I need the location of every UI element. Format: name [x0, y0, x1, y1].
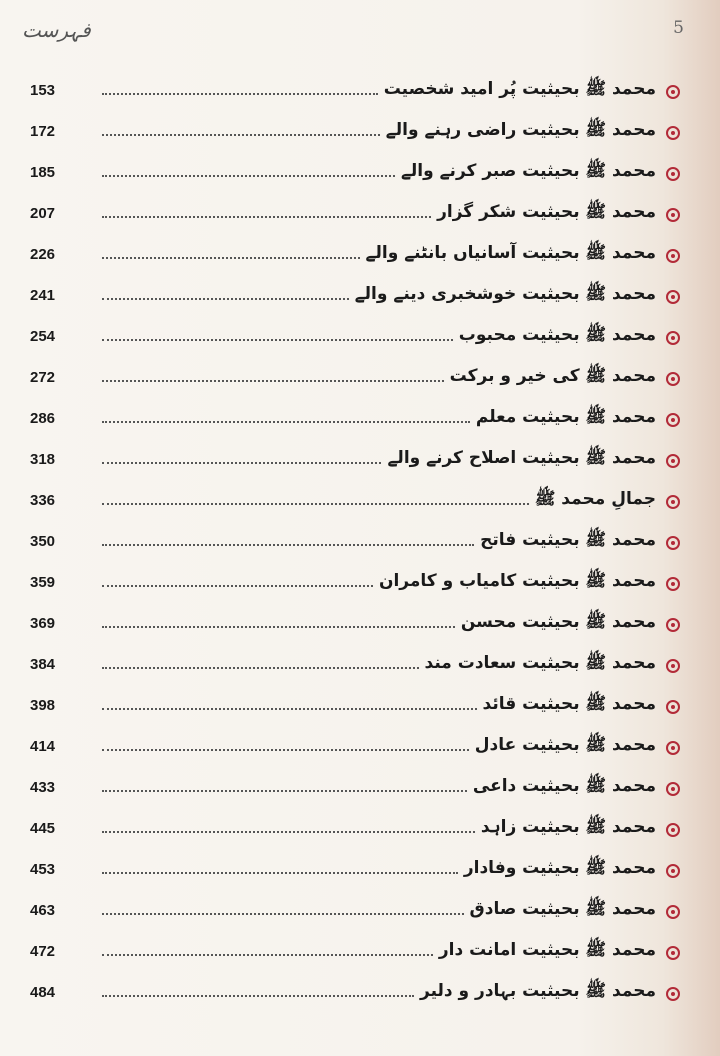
toc-entry[interactable] — [24, 353, 680, 394]
dot-leader — [102, 380, 444, 382]
toc-entry[interactable] — [24, 927, 680, 968]
circle-bullet-icon — [666, 167, 680, 181]
toc-page-number: 384 — [30, 656, 56, 673]
toc-page-number: 414 — [30, 738, 56, 755]
toc-page-number: 433 — [30, 779, 56, 796]
dot-leader — [102, 421, 470, 423]
toc-title: محمد ﷺ بحیثیت شکر گزار — [437, 202, 656, 222]
circle-bullet-icon — [666, 495, 680, 509]
circle-bullet-icon — [666, 372, 680, 386]
toc-page-number: 350 — [30, 533, 56, 550]
toc-title: محمد ﷺ بحیثیت زاہد — [480, 817, 656, 837]
dot-leader — [102, 954, 433, 956]
dot-leader — [102, 831, 475, 833]
dot-leader — [102, 257, 360, 259]
circle-bullet-icon — [666, 659, 680, 673]
dot-leader — [102, 626, 455, 628]
dot-leader — [102, 749, 469, 751]
toc-title: محمد ﷺ بحیثیت کامیاب و کامران — [378, 571, 656, 591]
toc-title: محمد ﷺ بحیثیت صادق — [469, 899, 656, 919]
circle-bullet-icon — [666, 290, 680, 304]
circle-bullet-icon — [666, 208, 680, 222]
toc-page-number: 463 — [30, 902, 56, 919]
toc-title: محمد ﷺ بحیثیت خوشخبری دینے والے — [354, 284, 656, 304]
circle-bullet-icon — [666, 536, 680, 550]
toc-title: جمالِ محمد ﷺ — [534, 489, 656, 509]
circle-bullet-icon — [666, 946, 680, 960]
dot-leader — [102, 339, 453, 341]
dot-leader — [102, 667, 419, 669]
dot-leader — [102, 216, 431, 218]
toc-entry[interactable] — [24, 66, 680, 107]
toc-page-number: 241 — [30, 287, 56, 304]
circle-bullet-icon — [666, 700, 680, 714]
toc-entry[interactable] — [24, 763, 680, 804]
toc-page-number: 472 — [30, 943, 56, 960]
dot-leader — [102, 503, 529, 505]
page-header-title: فہرست — [22, 18, 91, 42]
toc-page-number: 172 — [30, 123, 56, 140]
toc-page-number: 453 — [30, 861, 56, 878]
circle-bullet-icon — [666, 864, 680, 878]
circle-bullet-icon — [666, 782, 680, 796]
dot-leader — [102, 544, 474, 546]
toc-entry[interactable] — [24, 476, 680, 517]
circle-bullet-icon — [666, 905, 680, 919]
toc-entry[interactable] — [24, 681, 680, 722]
toc-title: محمد ﷺ بحیثیت داعی — [472, 776, 656, 796]
toc-entry[interactable] — [24, 517, 680, 558]
toc-page-number: 359 — [30, 574, 56, 591]
toc-page-number: 318 — [30, 451, 56, 468]
toc-entry[interactable] — [24, 312, 680, 353]
toc-page-number: 369 — [30, 615, 56, 632]
toc-entry[interactable] — [24, 886, 680, 927]
circle-bullet-icon — [666, 741, 680, 755]
toc-title: محمد ﷺ بحیثیت عادل — [474, 735, 656, 755]
dot-leader — [102, 175, 395, 177]
toc-title: محمد ﷺ بحیثیت پُر امید شخصیت — [383, 79, 656, 99]
circle-bullet-icon — [666, 823, 680, 837]
toc-entry[interactable] — [24, 640, 680, 681]
toc-title: محمد ﷺ بحیثیت آسانیاں بانٹنے والے — [365, 243, 656, 263]
toc-title: محمد ﷺ بحیثیت محسن — [460, 612, 656, 632]
toc-entry[interactable] — [24, 230, 680, 271]
dot-leader — [102, 93, 378, 95]
toc-page-number: 484 — [30, 984, 56, 1001]
circle-bullet-icon — [666, 126, 680, 140]
toc-page-number: 336 — [30, 492, 56, 509]
toc-entry[interactable] — [24, 435, 680, 476]
toc-entry[interactable] — [24, 148, 680, 189]
toc-entry[interactable] — [24, 394, 680, 435]
toc-page-number: 153 — [30, 82, 56, 99]
toc-title: محمد ﷺ بحیثیت فاتح — [480, 530, 656, 550]
dot-leader — [102, 462, 381, 464]
dot-leader — [102, 913, 464, 915]
toc-page-number: 272 — [30, 369, 56, 386]
toc-entry[interactable] — [24, 599, 680, 640]
table-of-contents — [24, 66, 680, 1009]
toc-entry[interactable] — [24, 189, 680, 230]
toc-title: محمد ﷺ بحیثیت قائد — [482, 694, 656, 714]
toc-title: محمد ﷺ بحیثیت صبر کرنے والے — [400, 161, 656, 181]
circle-bullet-icon — [666, 577, 680, 591]
toc-entry[interactable] — [24, 804, 680, 845]
toc-title: محمد ﷺ بحیثیت امانت دار — [438, 940, 656, 960]
toc-entry[interactable] — [24, 968, 680, 1009]
dot-leader — [102, 298, 349, 300]
toc-entry[interactable] — [24, 107, 680, 148]
toc-page-number: 207 — [30, 205, 56, 222]
toc-page-number: 286 — [30, 410, 56, 427]
circle-bullet-icon — [666, 331, 680, 345]
toc-page-number: 254 — [30, 328, 56, 345]
dot-leader — [102, 790, 467, 792]
toc-entry[interactable] — [24, 558, 680, 599]
toc-page-number: 445 — [30, 820, 56, 837]
toc-title: محمد ﷺ کی خیر و برکت — [449, 366, 656, 386]
circle-bullet-icon — [666, 249, 680, 263]
circle-bullet-icon — [666, 85, 680, 99]
toc-title: محمد ﷺ بحیثیت محبوب — [458, 325, 656, 345]
circle-bullet-icon — [666, 413, 680, 427]
dot-leader — [102, 872, 458, 874]
dot-leader — [102, 134, 380, 136]
toc-title: محمد ﷺ بحیثیت بہادر و دلیر — [420, 981, 656, 1001]
toc-entry[interactable] — [24, 722, 680, 763]
toc-title: محمد ﷺ بحیثیت راضی رہنے والے — [385, 120, 656, 140]
dot-leader — [102, 708, 477, 710]
toc-title: محمد ﷺ بحیثیت وفادار — [463, 858, 656, 878]
toc-title: محمد ﷺ بحیثیت معلم — [475, 407, 656, 427]
circle-bullet-icon — [666, 454, 680, 468]
toc-title: محمد ﷺ بحیثیت اصلاح کرنے والے — [387, 448, 656, 468]
toc-page-number: 398 — [30, 697, 56, 714]
circle-bullet-icon — [666, 618, 680, 632]
toc-entry[interactable] — [24, 271, 680, 312]
toc-entry[interactable] — [24, 845, 680, 886]
toc-page-number: 226 — [30, 246, 56, 263]
circle-bullet-icon — [666, 987, 680, 1001]
dot-leader — [102, 585, 373, 587]
dot-leader — [102, 995, 414, 997]
toc-page-number: 185 — [30, 164, 56, 181]
toc-title: محمد ﷺ بحیثیت سعادت مند — [424, 653, 656, 673]
page-number: 5 — [673, 18, 684, 38]
